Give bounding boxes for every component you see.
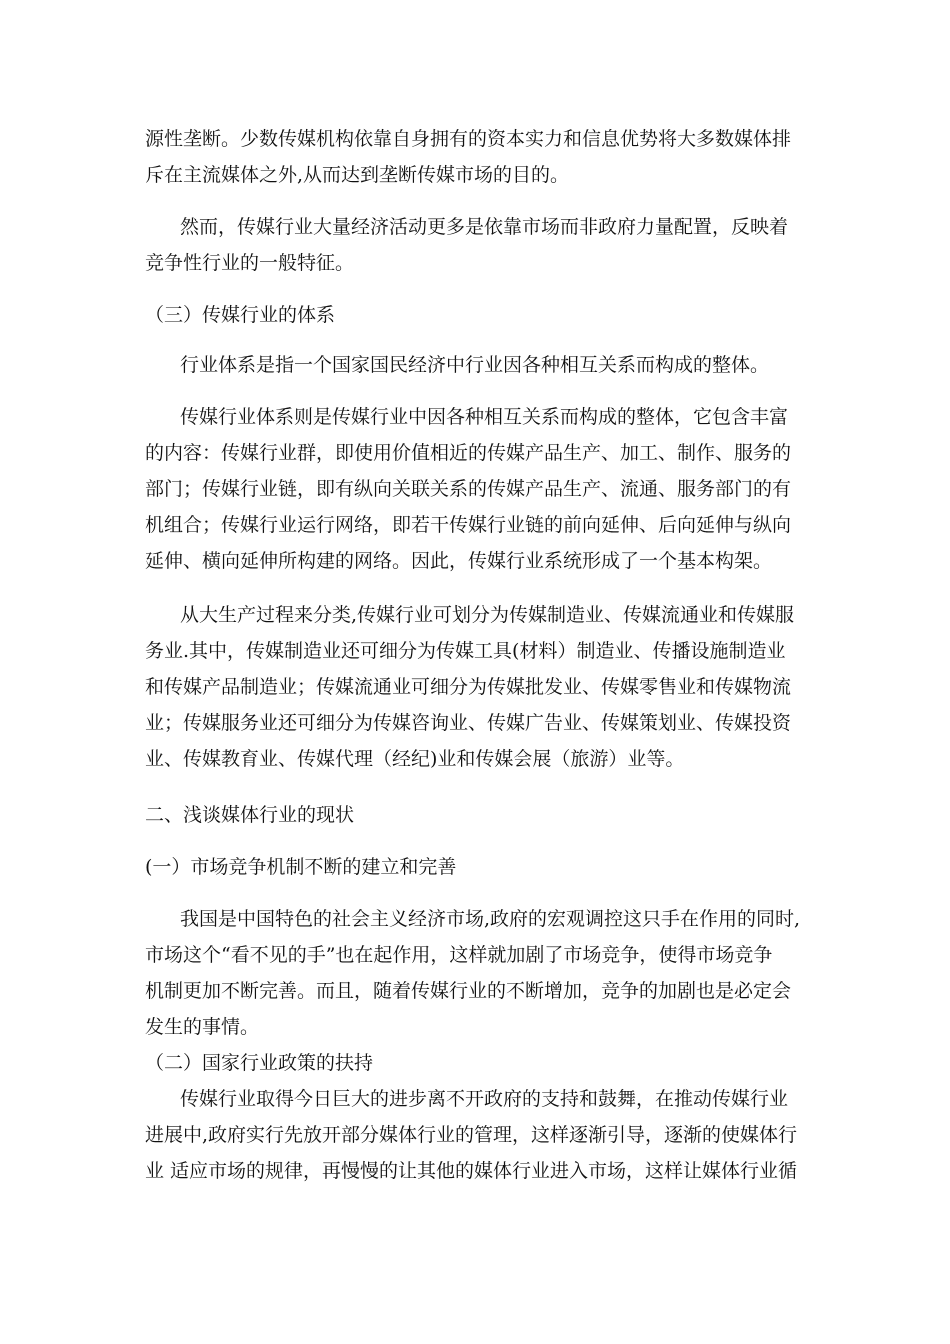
paragraph-line: 部门；传媒行业链，即有纵向关联关系的传媒产品生产、流通、服务部门的有 — [145, 478, 792, 500]
paragraph-line: 我国是中国特色的社会主义经济市场,政府的宏观调控这只手在作用的同时, — [180, 908, 801, 930]
paragraph-line: 和传媒产品制造业；传媒流通业可细分为传媒批发业、传媒零售业和传媒物流 — [145, 676, 792, 698]
paragraph-line: 源性垄断。少数传媒机构依靠自身拥有的资本实力和信息优势将大多数媒体排 — [145, 128, 792, 150]
paragraph-line: 行业体系是指一个国家国民经济中行业因各种相互关系而构成的整体。 — [180, 354, 770, 376]
paragraph-line: 竞争性行业的一般特征。 — [145, 252, 355, 274]
paragraph-line: 进展中,政府实行先放开部分媒体行业的管理，这样逐渐引导，逐渐的使媒体行 — [145, 1124, 798, 1146]
paragraph-line: 务业.其中，传媒制造业还可细分为传媒工具(材料）制造业、传播设施制造业 — [145, 640, 786, 662]
paragraph-line: 斥在主流媒体之外,从而达到垄断传媒市场的目的。 — [145, 164, 570, 186]
section-heading: (一）市场竞争机制不断的建立和完善 — [145, 856, 457, 878]
paragraph-line: 从大生产过程来分类,传媒行业可划分为传媒制造业、传媒流通业和传媒服 — [180, 604, 795, 626]
paragraph-line: 业；传媒服务业还可细分为传媒咨询业、传媒广告业、传媒策划业、传媒投资 — [145, 712, 792, 734]
paragraph-line: 业、传媒教育业、传媒代理（经纪)业和传媒会展（旅游）业等。 — [145, 748, 685, 770]
paragraph-line: 传媒行业取得今日巨大的进步离不开政府的支持和鼓舞，在推动传媒行业 — [180, 1088, 789, 1110]
section-heading: （二）国家行业政策的扶持 — [145, 1052, 374, 1074]
paragraph-line: 传媒行业体系则是传媒行业中因各种相互关系而构成的整体，它包含丰富 — [180, 406, 789, 428]
section-heading: （三）传媒行业的体系 — [145, 304, 336, 326]
paragraph-line: 机组合；传媒行业运行网络，即若干传媒行业链的前向延伸、后向延伸与纵向 — [145, 514, 792, 536]
paragraph-line: 市场这个“看不见的手”也在起作用，这样就加剧了市场竞争，使得市场竞争 — [145, 944, 773, 966]
paragraph-line: 发生的事情。 — [145, 1016, 260, 1038]
paragraph-line: 的内容：传媒行业群，即使用价值相近的传媒产品生产、加工、制作、服务的 — [145, 442, 792, 464]
paragraph-line: 延伸、横向延伸所构建的网络。因此，传媒行业系统形成了一个基本构架。 — [145, 550, 773, 572]
paragraph-line: 业 适应市场的规律，再慢慢的让其他的媒体行业进入市场，这样让媒体行业循 — [145, 1160, 798, 1182]
chapter-heading: 二、浅谈媒体行业的现状 — [145, 804, 355, 826]
paragraph-line: 机制更加不断完善。而且，随着传媒行业的不断增加，竞争的加剧也是必定会 — [145, 980, 792, 1002]
paragraph-line: 然而，传媒行业大量经济活动更多是依靠市场而非政府力量配置，反映着 — [180, 216, 789, 238]
